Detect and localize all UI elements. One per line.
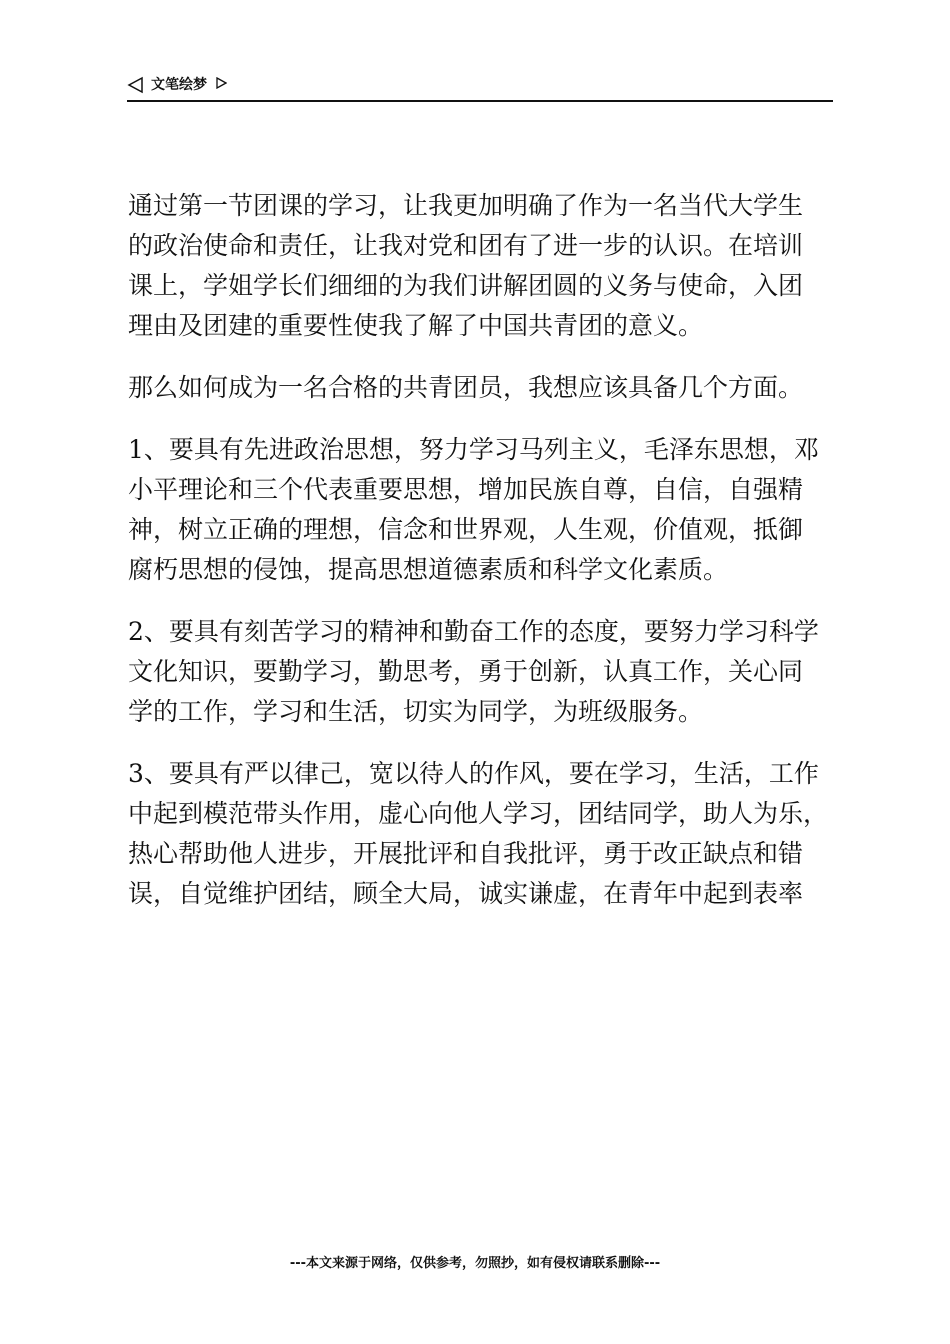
paragraph-point-1	[128, 430, 848, 590]
text-line: 中起到模范带头作用，虚心向他人学习，团结同学，助人为乐，	[128, 799, 829, 828]
paragraph-intro	[128, 186, 848, 346]
text-line: 1、要具有先进政治思想，努力学习马列主义，毛泽东思想，邓	[128, 435, 819, 464]
text-line: 腐朽思想的侵蚀，提高思想道德素质和科学文化素质。	[128, 555, 729, 584]
text-line: 3、要具有严以律己，宽以待人的作风，要在学习，生活，工作	[128, 759, 819, 788]
page-header	[127, 72, 833, 102]
triangle-right-icon	[215, 77, 227, 89]
text-line: 热心帮助他人进步，开展批评和自我批评，勇于改正缺点和错	[128, 839, 804, 868]
text-line: 那么如何成为一名合格的共青团员，我想应该具备几个方面。	[128, 373, 804, 402]
triangle-left-icon	[127, 76, 145, 94]
paragraph-point-2	[128, 612, 848, 732]
text-line: 的政治使命和责任，让我对党和团有了进一步的认识。在培训	[128, 231, 804, 260]
text-line: 文化知识，要勤学习，勤思考，勇于创新，认真工作，关心同	[128, 657, 804, 686]
paragraph-point-3	[128, 754, 848, 914]
text-line: 2、要具有刻苦学习的精神和勤奋工作的态度，要努力学习科学	[128, 617, 819, 646]
text-line: 小平理论和三个代表重要思想，增加民族自尊，自信，自强精	[128, 475, 804, 504]
text-line: 课上，学姐学长们细细的为我们讲解团圆的义务与使命，入团	[128, 271, 804, 300]
paragraph-question	[128, 368, 848, 408]
text-line: 通过第一节团课的学习，让我更加明确了作为一名当代大学生	[128, 191, 804, 220]
footer-disclaimer: ---本文来源于网络，仅供参考，勿照抄，如有侵权请联系删除---	[289, 1256, 661, 1271]
text-line: 理由及团建的重要性使我了解了中国共青团的意义。	[128, 311, 704, 340]
text-line: 神，树立正确的理想，信念和世界观，人生观，价值观，抵御	[128, 515, 804, 544]
document-body	[128, 186, 848, 914]
text-line: 误，自觉维护团结，顾全大局，诚实谦虚，在青年中起到表率	[128, 879, 804, 908]
header-title: 文笔绘梦	[151, 77, 207, 93]
text-line: 学的工作，学习和生活，切实为同学，为班级服务。	[128, 697, 704, 726]
